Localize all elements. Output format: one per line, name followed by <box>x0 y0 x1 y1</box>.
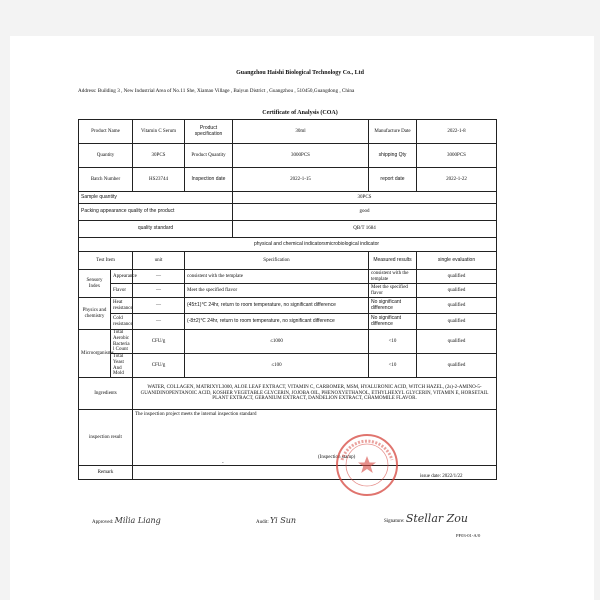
packing-label: Packing appearance quality of the product <box>79 204 233 221</box>
spec-text: ≤1000 <box>185 330 369 354</box>
issue-date: issue date: 2022/1/22 <box>420 474 463 479</box>
test-item: Cold resistance <box>111 314 133 330</box>
approved-block <box>92 516 161 525</box>
product-qty-value: 3000PCS <box>233 144 369 168</box>
unit-value: — <box>133 314 185 330</box>
evaluation-value: qualified <box>417 298 497 314</box>
micro-group-label: Microorganisms <box>79 330 111 378</box>
table-row <box>79 330 497 354</box>
product-name-label: Product Name <box>79 120 133 144</box>
test-item: Appearance <box>111 270 133 284</box>
company-seal-icon <box>334 432 400 498</box>
col-unit: unit <box>133 252 185 270</box>
physics-group-label: Physics and chemistry <box>79 298 111 330</box>
signature-label: Signature: <box>384 519 405 524</box>
measured-value: Meet the specified flavor <box>369 284 417 298</box>
quality-standard-value: QB/T 1684 <box>233 221 497 238</box>
ingredients-text: WATER, COLLAGEN, MATRIXYL3000, ALOE LEAF EXTRACT, VITAMIN C, CARBOMER, MSM, HYALURONIC ACID, WITCH HAZEL, (2s)-2-AMINO-5-GUANIDINOPENTANOIC ACID, KOSHER VEGETABLE GLYCERIN, JOJOBA OIL, PHENOXYETHANOL, ETHYLHEXYL GLYCERIN, VITAMIN E, HORSETAIL PLANT EXTRACT, GERANIUM EXTRACT, DANDELION EXTRACT, CHAMOMILE FLAVOR. <box>133 378 497 410</box>
spec-text: ≤100 <box>185 354 369 378</box>
row-batch <box>79 168 497 192</box>
row-ingredients <box>79 378 497 410</box>
indicators-title: physical and chemical indicatorsmicrobiological indicator <box>79 238 497 252</box>
sample-qty-value: 30PCS <box>233 192 497 204</box>
row-section-title <box>79 238 497 252</box>
report-date-label: report date <box>369 168 417 192</box>
sensory-group-label: Sensory Index <box>79 270 111 298</box>
measured-value: No significant difference <box>369 298 417 314</box>
inspection-date-label: Inspection date <box>185 168 233 192</box>
col-measured: Measured results <box>369 252 417 270</box>
table-row <box>79 354 497 378</box>
viewer-right-margin <box>594 0 600 600</box>
coa-table <box>78 119 497 480</box>
evaluation-value: qualified <box>417 284 497 298</box>
signature-block <box>384 512 468 525</box>
row-standard <box>79 221 497 238</box>
row-sample <box>79 192 497 204</box>
spec-text: (-8±2)℃ 24hr, return to room temperature, no significant difference <box>185 314 369 330</box>
inspection-date-value: 2022-1-15 <box>233 168 369 192</box>
packing-value: good <box>233 204 497 221</box>
evaluation-value: qualified <box>417 330 497 354</box>
spec-text: (45±1)℃ 24hr, return to room temperature, no significant difference <box>185 298 369 314</box>
spec-text: Meet the specified flavor <box>185 284 369 298</box>
inspection-dash: - <box>222 461 224 466</box>
evaluation-value: qualified <box>417 314 497 330</box>
report-date-value: 2022-1-22 <box>417 168 497 192</box>
remark-label: Remark <box>79 466 133 480</box>
row-quantity <box>79 144 497 168</box>
product-name-value: Vitamin C Serum <box>133 120 185 144</box>
row-packing <box>79 204 497 221</box>
batch-value: HS23744 <box>133 168 185 192</box>
measured-value: <10 <box>369 354 417 378</box>
approved-label: Approved: <box>92 520 114 525</box>
spec-text: consistent with the template <box>185 270 369 284</box>
unit-value: CFU/g <box>133 354 185 378</box>
viewer-left-margin <box>0 0 10 600</box>
quantity-label: Quantity <box>79 144 133 168</box>
col-test-item: Test Item <box>79 252 133 270</box>
inspection-statement: The inspection project meets the internal inspection standard <box>133 410 497 466</box>
spec-value: 30ml <box>233 120 369 144</box>
mfg-date-label: Manufacture Date <box>369 120 417 144</box>
unit-value: CFU/g <box>133 330 185 354</box>
evaluation-value: qualified <box>417 270 497 284</box>
test-item: Flavor <box>111 284 133 298</box>
shipping-qty-value: 3000PCS <box>417 144 497 168</box>
company-address: Address: Building 3 , New Industrial Area of No.11 She, Xiamao Village , Baiyun District , Guangzhou , 510450,Guangdong , China <box>78 88 355 94</box>
spec-label: Product specification <box>185 120 233 144</box>
measured-value: consistent with the template <box>369 270 417 284</box>
document-title: Certificate of Analysis (COA) <box>262 110 338 116</box>
test-item: Total Yeast And Mold <box>111 354 133 378</box>
audit-label: Audit: <box>256 520 269 525</box>
quality-standard-label: quality standard <box>79 221 233 238</box>
mfg-date-value: 2022-1-8 <box>417 120 497 144</box>
row-inspection <box>79 410 497 466</box>
measured-value: <10 <box>369 330 417 354</box>
audit-block <box>256 516 296 525</box>
approved-signature: Milia Liang <box>114 516 161 525</box>
viewer-top-bar <box>0 0 600 36</box>
quantity-value: 30PCS <box>133 144 185 168</box>
table-row <box>79 314 497 330</box>
col-single-evaluation: single evaluation <box>417 252 497 270</box>
table-row <box>79 298 497 314</box>
signature-signature: Stellar Zou <box>405 512 468 525</box>
unit-value: — <box>133 270 185 284</box>
row-product <box>79 120 497 144</box>
batch-label: Batch Number <box>79 168 133 192</box>
unit-value: — <box>133 298 185 314</box>
audit-signature: Yi Sun <box>270 516 297 525</box>
evaluation-value: qualified <box>417 354 497 378</box>
table-row <box>79 284 497 298</box>
inspection-stamp-note: (Inspection stamp) <box>318 455 356 460</box>
shipping-qty-label: shipping Qty <box>369 144 417 168</box>
row-indicator-header <box>79 252 497 270</box>
unit-value: — <box>133 284 185 298</box>
sample-qty-label: Sample quantity <box>79 192 233 204</box>
test-item: Heat resistance <box>111 298 133 314</box>
test-item: Total Aerobic Bacteria l Count <box>111 330 133 354</box>
ingredients-label: Ingredients <box>79 378 133 410</box>
product-qty-label: Product Quantity <box>185 144 233 168</box>
table-row <box>79 270 497 284</box>
inspection-result-label: inspection result <box>79 410 133 466</box>
company-name: Guangzhou Haishi Biological Technology Co., Ltd <box>236 70 364 76</box>
col-specification: Specification <box>185 252 369 270</box>
measured-value: No significant difference <box>369 314 417 330</box>
form-number: PF03-01-A/0 <box>456 533 481 538</box>
